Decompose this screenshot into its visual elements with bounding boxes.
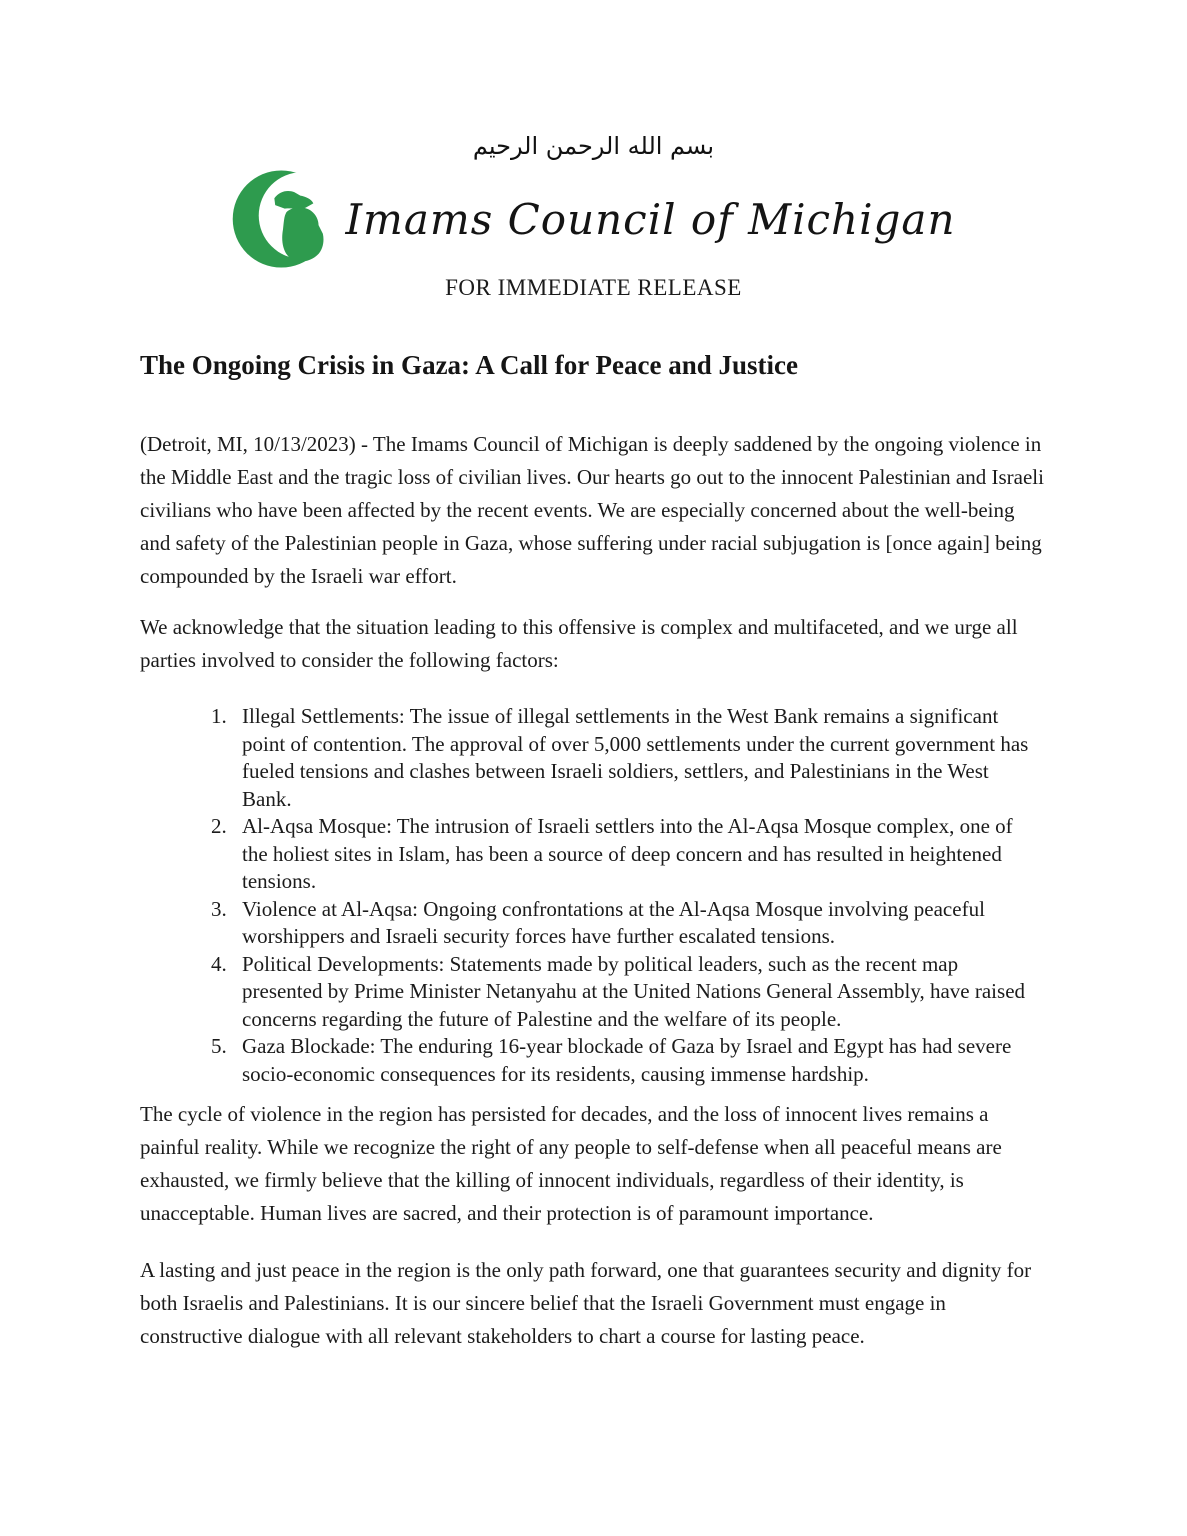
factors-list (140, 703, 1047, 1088)
factor-item-2: 2. Al-Aqsa Mosque: The intrusion of Israeli settlers into the Al-Aqsa Mosque complex, one of the holiest sites in Islam, has been a source of deep concern and has resulted in heightened tensions. (232, 813, 1032, 896)
factor-item-1: 1. Illegal Settlements: The issue of illegal settlements in the West Bank remains a significant point of contention. The approval of over 5,000 settlements under the current government has fueled tensions and clashes between Israeli soldiers, settlers, and Palestinians in the West Bank. (232, 703, 1032, 813)
document-title: The Ongoing Crisis in Gaza: A Call for Peace and Justice (140, 350, 799, 380)
closing-paragraph-2: A lasting and just peace in the region is the only path forward, one that guarantees security and dignity for both Israelis and Palestinians. It is our sincere belief that the Israeli Government must engage in constructive dialogue with all relevant stakeholders to chart a course for lasting peace. (140, 1258, 1032, 1348)
crescent-michigan-icon (231, 167, 335, 271)
intro-paragraph-1: (Detroit, MI, 10/13/2023) - The Imams Council of Michigan is deeply saddened by the ongoing violence in the Middle East and the tragic loss of civilian lives. Our hearts go out to the innocent Palestinian and Israeli civilians who have been affected by the recent events. We are especially concerned about the well-being and safety of the Palestinian people in Gaza, whose suffering under racial subjugation is [once again] being compounded by the Israeli war effort. (140, 432, 1044, 588)
factor-item-3: 3. Violence at Al-Aqsa: Ongoing confrontations at the Al-Aqsa Mosque involving peaceful worshippers and Israeli security forces have further escalated tensions. (232, 896, 1032, 951)
closing-paragraph-1: The cycle of violence in the region has persisted for decades, and the loss of innocent lives remains a painful reality. While we recognize the right of any people to self-defense when all peaceful means are exhausted, we firmly believe that the killing of innocent individuals, regardless of their identity, is unacceptable. Human lives are sacred, and their protection is of paramount importance. (140, 1102, 1002, 1225)
org-name: Imams Council of Michigan (345, 194, 956, 244)
bismillah-calligraphy: بسم الله الرحمن الرحيم (472, 132, 715, 160)
factor-item-5: 5. Gaza Blockade: The enduring 16-year blockade of Gaza by Israel and Egypt has had severe socio-economic consequences for its residents, causing immense hardship. (232, 1033, 1032, 1088)
factor-item-4: 4. Political Developments: Statements made by political leaders, such as the recent map presented by Prime Minister Netanyahu at the United Nations General Assembly, have raised concerns regarding the future of Palestine and the welfare of its people. (232, 951, 1032, 1034)
org-logo (140, 166, 1047, 272)
release-label: FOR IMMEDIATE RELEASE (445, 275, 742, 300)
intro-paragraph-2: We acknowledge that the situation leading to this offensive is complex and multifaceted, and we urge all parties involved to consider the following factors: (140, 615, 1018, 672)
